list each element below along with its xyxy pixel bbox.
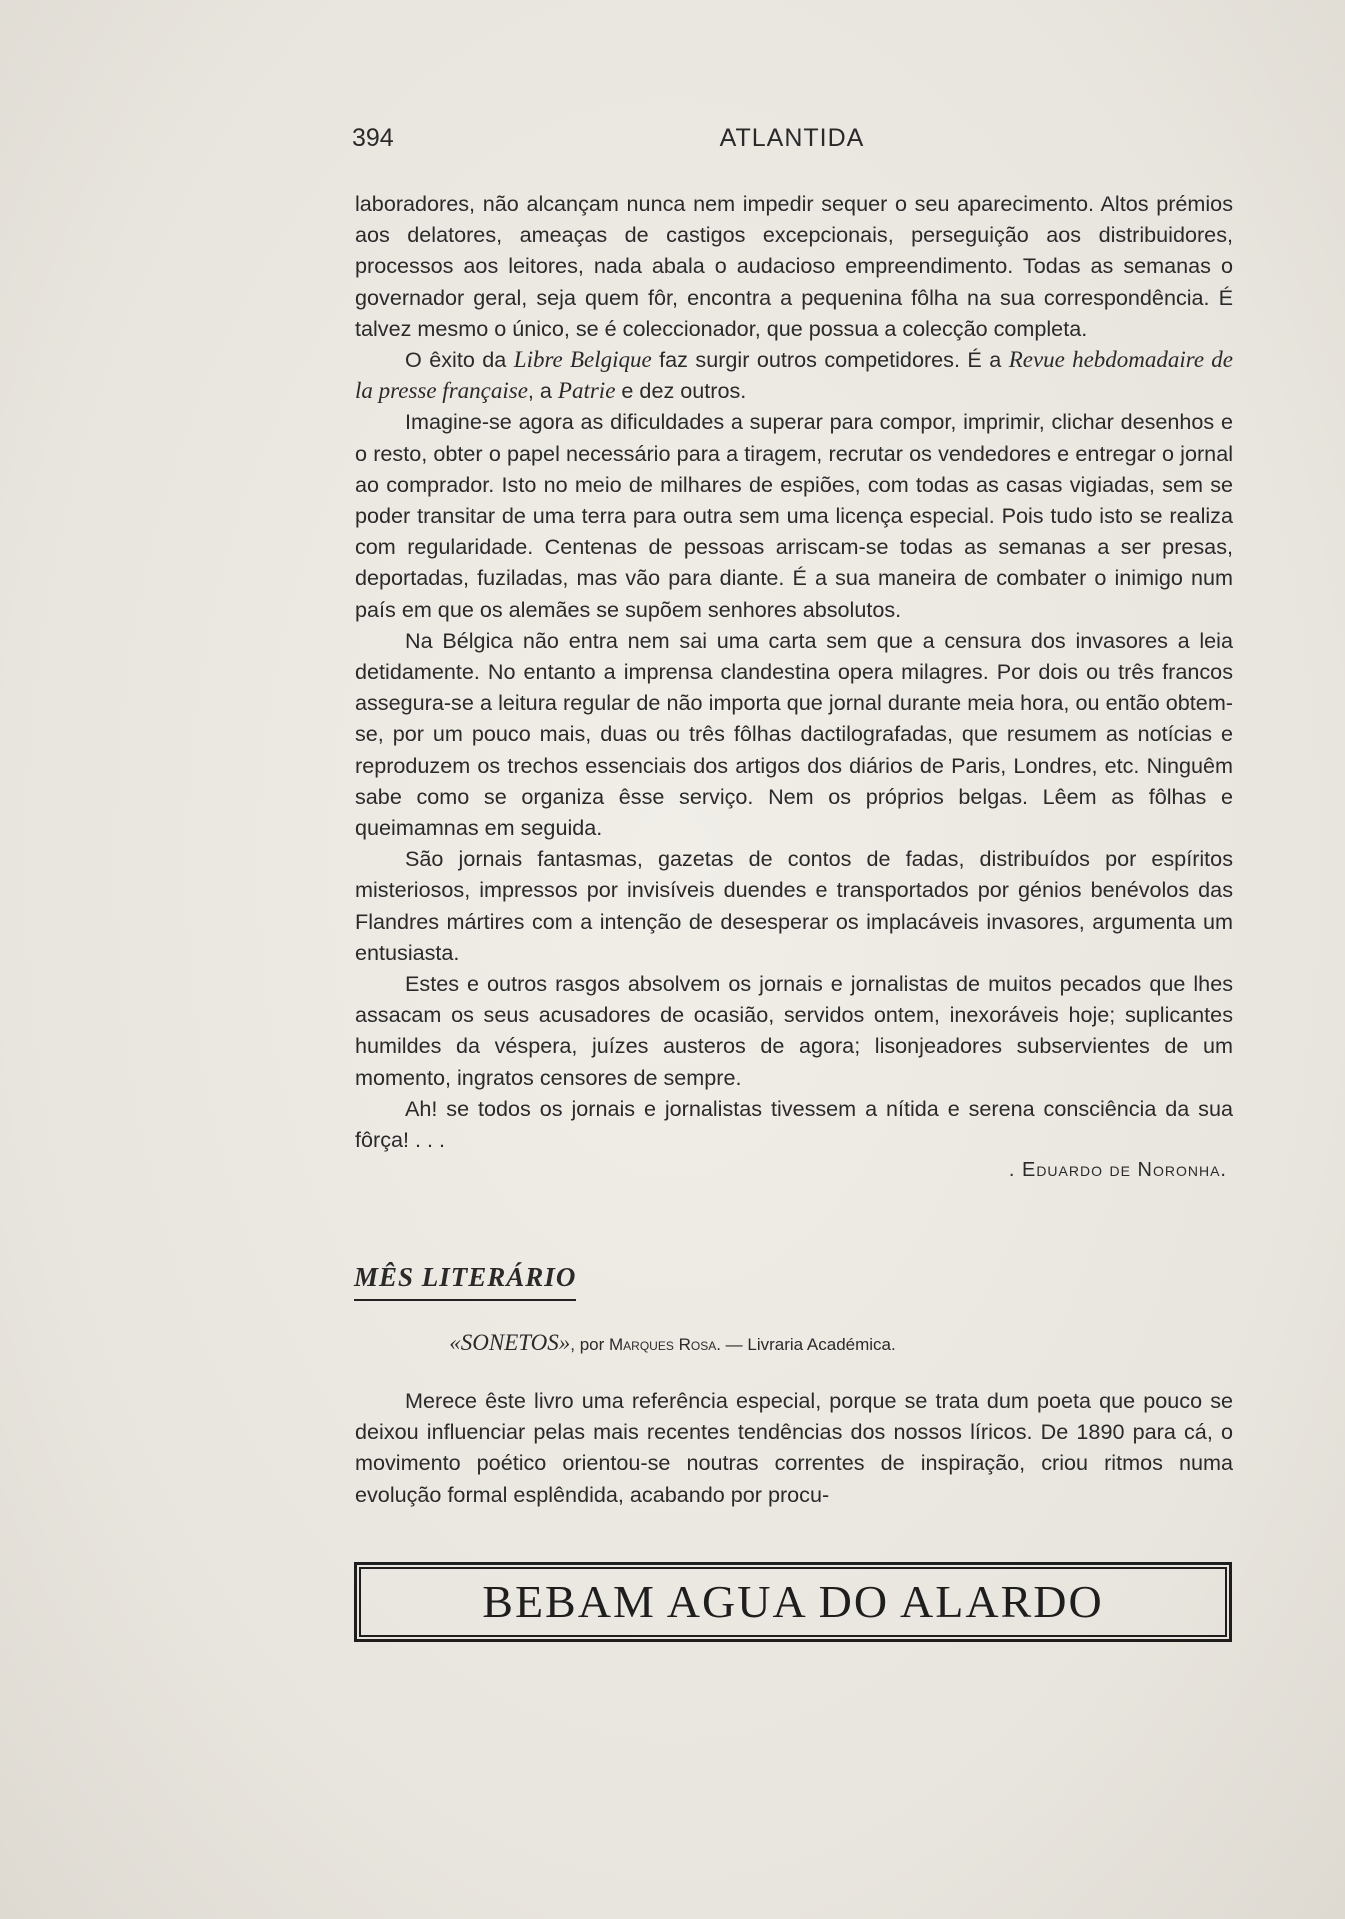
citation-by: , por (570, 1335, 610, 1354)
advertisement-text: BEBAM AGUA DO ALARDO (482, 1576, 1104, 1627)
newspaper-title: Revue hebdomadaire de la presse française (355, 347, 1233, 404)
article-paragraph: Ah! se todos os jornais e jornalistas tivessem a nítida e serena consciência da sua fôrça! . . . (355, 1095, 1233, 1153)
section-title: MÊS LITERÁRIO (354, 1262, 576, 1301)
article-paragraph-exito (355, 344, 1233, 406)
book-citation (0, 1330, 1345, 1356)
book-title: «SONETOS» (449, 1330, 571, 1355)
review-body (355, 1385, 1233, 1510)
advertisement-box (354, 1562, 1232, 1642)
running-title: ATLANTIDA (719, 124, 865, 152)
text-run: e dez outros. (615, 378, 747, 404)
article-paragraph: São jornais fantasmas, gazetas de contos de fadas, distribuídos por espíritos misteriosos, impressos por invisíveis duendes e transportados por génios benévolos das Flandres mártires com a intenção de desesperar os implacáveis invasores, argumenta um entusiasta. (355, 846, 1233, 965)
review-paragraph: Merece êste livro uma referência especial, porque se trata dum poeta que pouco se deixou influenciar pelas mais recentes tendências dos nossos líricos. De 1890 para cá, o movimento poético orientou-se noutras correntes de inspiração, criou ritmos numa evolução formal esplêndida, acabando por procu- (355, 1388, 1233, 1507)
page-number: 394 (352, 124, 394, 152)
article-paragraph: Na Bélgica não entra nem sai uma carta sem que a censura dos invasores a leia detidamente. No entanto a imprensa clandestina opera milagres. Por dois ou três francos assegura-se a leitura regular de não importa que jornal durante meia hora, ou então obtem-se, por um pouco mais, duas ou três fôlhas dactilografadas, que resumem as notícias e reproduzem os trechos essenciais dos artigos dos diários de Paris, Londres, etc. Ninguêm sabe como se organiza êsse serviço. Nem os próprios belgas. Lêem as fôlhas e queimamnas em seguida. (355, 627, 1233, 841)
book-author: Marques Rosa (609, 1335, 717, 1354)
article-paragraph: Estes e outros rasgos absolvem os jornais e jornalistas de muitos pecados que lhes assacam os seus acusadores de ocasião, servidos ontem, inexoráveis hoje; suplicantes humildes da véspera, juízes austeros de agora; lisonjeadores subservientes de um momento, ingratos censores de sempre. (355, 971, 1233, 1090)
newspaper-title: Libre Belgique (513, 347, 652, 373)
newspaper-title: Patrie (557, 378, 616, 404)
text-run: O êxito da (405, 347, 514, 373)
article-paragraph: Imagine-se agora as dificuldades a superar para compor, imprimir, clichar desenhos e o resto, obter o papel necessário para a tiragem, recrutar os vendedores e entregar o jornal ao comprador. Isto no meio de milhares de espiões, com todas as casas vigiadas, sem se poder transitar de uma terra para outra sem uma licença especial. Pois tudo isto se realiza com regularidade. Centenas de pessoas arriscam-se todas as semanas a ser presas, deportadas, fuziladas, mas vão para diante. É a sua maneira de combater o inimigo num país em que os alemães se supõem senhores absolutos. (355, 409, 1233, 622)
book-publisher: . — Livraria Académica. (716, 1335, 896, 1354)
text-run: , a (527, 378, 558, 404)
page-header (352, 124, 1232, 158)
article-body (355, 188, 1233, 1186)
article-paragraph: laboradores, não alcançam nunca nem impedir sequer o seu aparecimento. Altos prémios aos delatores, ameaças de castigos excepcionais, perseguição aos distribuidores, processos aos leitores, nada abala o audacioso empreendimento. Todas as semanas o governador geral, seja quem fôr, encontra a pequenina fôlha na sua correspondência. É talvez mesmo o único, se é coleccionador, que possua a colecção completa. (355, 191, 1233, 341)
text-run: faz surgir outros competidores. É a (651, 347, 1009, 373)
author-signature: . Eduardo de Noronha. (1008, 1159, 1227, 1182)
